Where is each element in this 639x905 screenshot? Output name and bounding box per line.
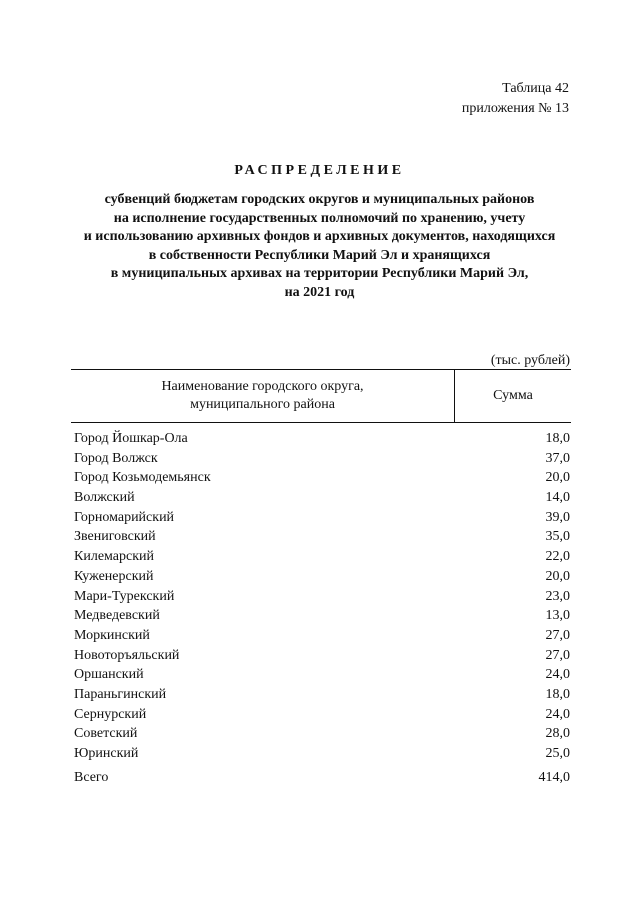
- table-row: [74, 527, 570, 547]
- row-sum: 13,0: [545, 608, 570, 624]
- row-name: Юринский: [74, 746, 139, 761]
- subtitle-line: субвенций бюджетам городских округов и муниципальных районов: [104, 192, 535, 207]
- row-name: Город Козьмодемьянск: [74, 470, 211, 486]
- table-row: [74, 606, 570, 626]
- row-name: Медведевский: [74, 608, 160, 624]
- table-row: [74, 665, 570, 685]
- table-row: [74, 508, 570, 528]
- row-name: Звениговский: [74, 529, 156, 545]
- table-row: [74, 724, 570, 744]
- row-sum: 25,0: [545, 746, 570, 761]
- total-sum: 414,0: [538, 770, 570, 785]
- row-name: Город Йошкар-Ола: [74, 431, 188, 446]
- row-sum: 24,0: [545, 667, 570, 683]
- document-subtitle: [60, 191, 579, 303]
- units-note: (тыс. рублей): [490, 353, 570, 368]
- total-label: Всего: [74, 770, 109, 785]
- row-name: Новоторъяльский: [74, 647, 180, 663]
- table-row: [74, 488, 570, 508]
- row-sum: 18,0: [545, 431, 570, 446]
- row-name: Советский: [74, 726, 138, 742]
- subtitle-line: в собственности Республики Марий Эл и хранящихся: [148, 247, 491, 263]
- row-sum: 27,0: [545, 647, 570, 663]
- row-name: Сернурский: [74, 706, 147, 722]
- table-row: [74, 646, 570, 666]
- subtitle-line: на исполнение государственных полномочий по хранению, учету: [113, 210, 526, 226]
- row-name: Моркинский: [74, 627, 150, 643]
- appendix-table-number: Таблица 42: [502, 81, 569, 96]
- row-sum: 23,0: [545, 588, 570, 604]
- row-name: Куженерский: [74, 568, 154, 584]
- row-name: Мари-Турекский: [74, 588, 175, 604]
- row-name: Горномарийский: [74, 509, 175, 525]
- row-name: Килемарский: [74, 549, 155, 565]
- row-sum: 18,0: [545, 686, 570, 702]
- row-name: Оршанский: [74, 667, 144, 683]
- row-name: Параньгинский: [74, 686, 167, 702]
- table-row: [74, 705, 570, 725]
- table-row: [74, 547, 570, 567]
- table-header: [71, 369, 571, 423]
- row-sum: 28,0: [545, 726, 570, 742]
- table-row: [74, 587, 570, 607]
- table-body: [74, 429, 570, 764]
- document-title: РАСПРЕДЕЛЕНИЕ: [234, 163, 405, 178]
- header-name-line: муниципального района: [190, 397, 335, 412]
- table-row: [74, 567, 570, 587]
- table-row: [74, 468, 570, 488]
- row-sum: 14,0: [545, 490, 570, 506]
- row-sum: 24,0: [545, 706, 570, 722]
- subtitle-line: в муниципальных архивах на территории Республики Марий Эл,: [110, 266, 529, 282]
- row-sum: 39,0: [545, 509, 570, 525]
- table-row: [74, 449, 570, 469]
- table-row: [74, 685, 570, 705]
- subtitle-line: на 2021 год: [284, 284, 355, 300]
- header-sum-column: Сумма: [493, 388, 533, 403]
- row-sum: 22,0: [545, 549, 570, 565]
- row-sum: 27,0: [545, 627, 570, 643]
- header-name-column: [71, 370, 455, 422]
- row-sum: 20,0: [545, 568, 570, 584]
- row-name: Волжский: [74, 490, 135, 506]
- table-row: [74, 429, 570, 449]
- header-name-line: Наименование городского округа,: [161, 379, 364, 394]
- table-row: [74, 744, 570, 764]
- row-sum: 35,0: [545, 529, 570, 545]
- table-row: [74, 626, 570, 646]
- row-name: Город Волжск: [74, 450, 158, 466]
- table-total-row: [74, 768, 570, 788]
- subtitle-line: и использованию архивных фондов и архивных документов, находящихся: [83, 229, 556, 245]
- appendix-reference: [462, 79, 569, 119]
- row-sum: 37,0: [545, 450, 570, 466]
- row-sum: 20,0: [545, 470, 570, 486]
- appendix-annex-number: приложения № 13: [461, 101, 569, 116]
